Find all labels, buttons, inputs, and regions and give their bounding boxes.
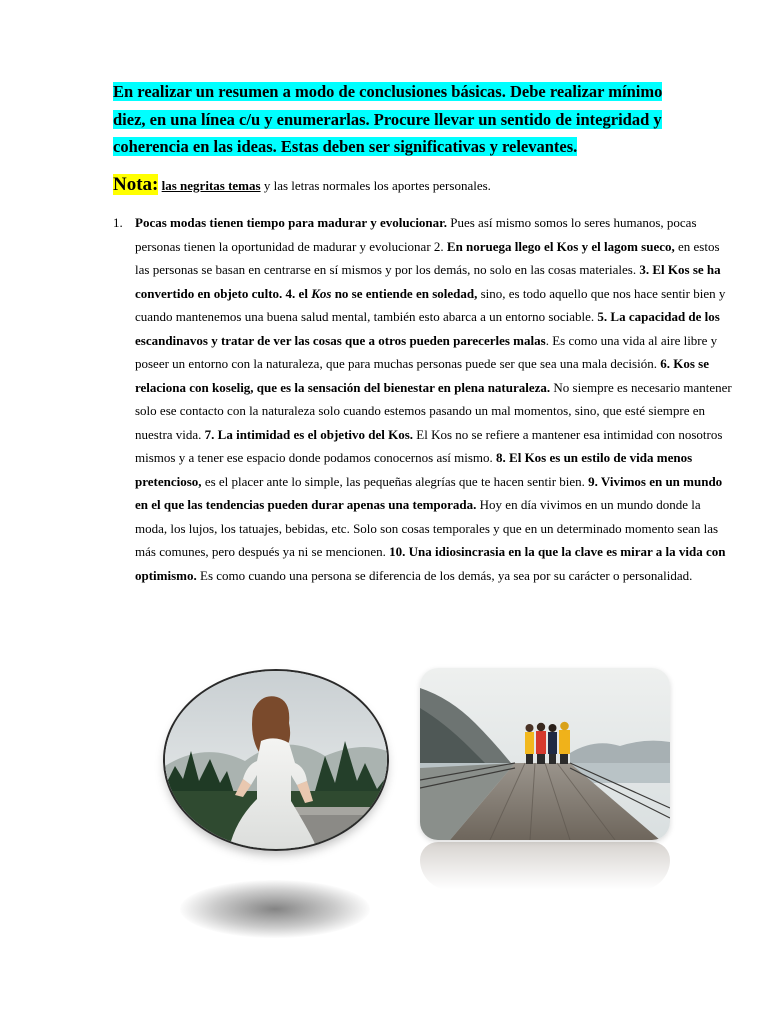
italic-text: Kos <box>311 285 332 301</box>
bold-topic-text: 7. La intimidad es el objetivo del Kos. <box>204 426 414 442</box>
list-item-body <box>135 211 732 587</box>
instructions-line-3: coherencia en las ideas. Estas deben ser significativas y relevantes. <box>113 137 578 156</box>
personal-contribution-text: Es como cuando una persona se diferencia de los demás, ya sea por su carácter o personalidad. <box>196 567 693 583</box>
personal-contribution-text: sino, es todo aquello que nos hace sentir bien y cuando mantenemos una buena salud mental, también esto abarca a un entorno sociable. <box>135 285 726 324</box>
nota-rest-text: y las letras normales los aportes personales. <box>260 178 491 193</box>
photo-reflection <box>420 842 670 890</box>
bold-topic-text: 5. La capacidad de los escandinavos y tratar de ver las cosas que a otros pueden parecerles malas <box>135 309 720 348</box>
bold-topic-text: Pocas modas tienen tiempo para madurar y evolucionar. <box>135 215 447 230</box>
bold-topic-text: En noruega llego el Kos y el lagom sueco, <box>446 238 675 254</box>
bold-topic-text: 3. El Kos se ha convertido en objeto culto. 4. el <box>135 262 721 301</box>
list-number: 1. <box>113 215 123 230</box>
nota-line <box>113 170 713 201</box>
bold-topic-text: no se entiende en soledad, <box>331 285 478 301</box>
bold-topic-text <box>311 286 331 301</box>
instructions-paragraph <box>113 78 713 161</box>
photo-reflection <box>180 880 370 938</box>
people-on-mountain-viewpoint-photo <box>420 668 670 840</box>
personal-contribution-text: . Es como una vida al aire libre y poseer un entorno con la naturaleza, que para muchas personas puede ser que sea una mala decisión. <box>135 332 718 371</box>
instructions-line-2: diez, en una línea c/u y enumerarlas. Procure llevar un sentido de integridad y <box>113 109 662 129</box>
nota-bold-text: las negritas temas <box>161 178 261 193</box>
bold-topic-text: 9. Vivimos en un mundo en el que las tendencias pueden durar apenas una temporada. <box>135 473 723 512</box>
personal-contribution-text: No siempre es necesario mantener solo ese contacto con la naturaleza solo cuando estemos pasando un mal momentos, sino, que esté siempre en nuestra vida. <box>135 379 732 442</box>
bold-topic-text: 10. Una idiosincrasia en la que la clave es mirar a la vida con optimismo. <box>135 544 726 583</box>
nota-label: Nota: <box>113 174 159 195</box>
personal-contribution-text: El Kos no se refiere a mantener esa intimidad con nosotros mismos y a tener ese espacio donde podamos conocernos así mismo. <box>135 426 723 465</box>
bold-topic-text: 8. El Kos es un estilo de vida menos pretencioso, <box>135 450 693 489</box>
personal-contribution-text: Hoy en día vivimos en un mundo donde la moda, los lujos, los tatuajes, bebidas, etc. Solo son cosas temporales y que en un determinado momento sean las más comunes, pero después ya ni se mencionen. <box>135 497 719 559</box>
bold-topic-text: 6. Kos se relaciona con koselig, que es la sensación del bienestar en plena naturaleza. <box>135 356 709 395</box>
personal-contribution-text: es el placer ante lo simple, las pequeñas alegrías que te hacen sentir bien. <box>201 473 589 489</box>
personal-contribution-text: Pues así mismo somos lo seres humanos, pocas personas tienen la oportunidad de madurar y evolucionar 2. <box>135 215 697 254</box>
personal-contribution-text: en estos las personas se basan en centrarse en sí mismos y por los demás, no solo en las cosas materiales. <box>135 238 720 277</box>
woman-in-white-dress-forest-photo <box>165 671 387 849</box>
instructions-line-1: En realizar un resumen a modo de conclusiones básicas. Debe realizar mínimo <box>113 82 663 101</box>
